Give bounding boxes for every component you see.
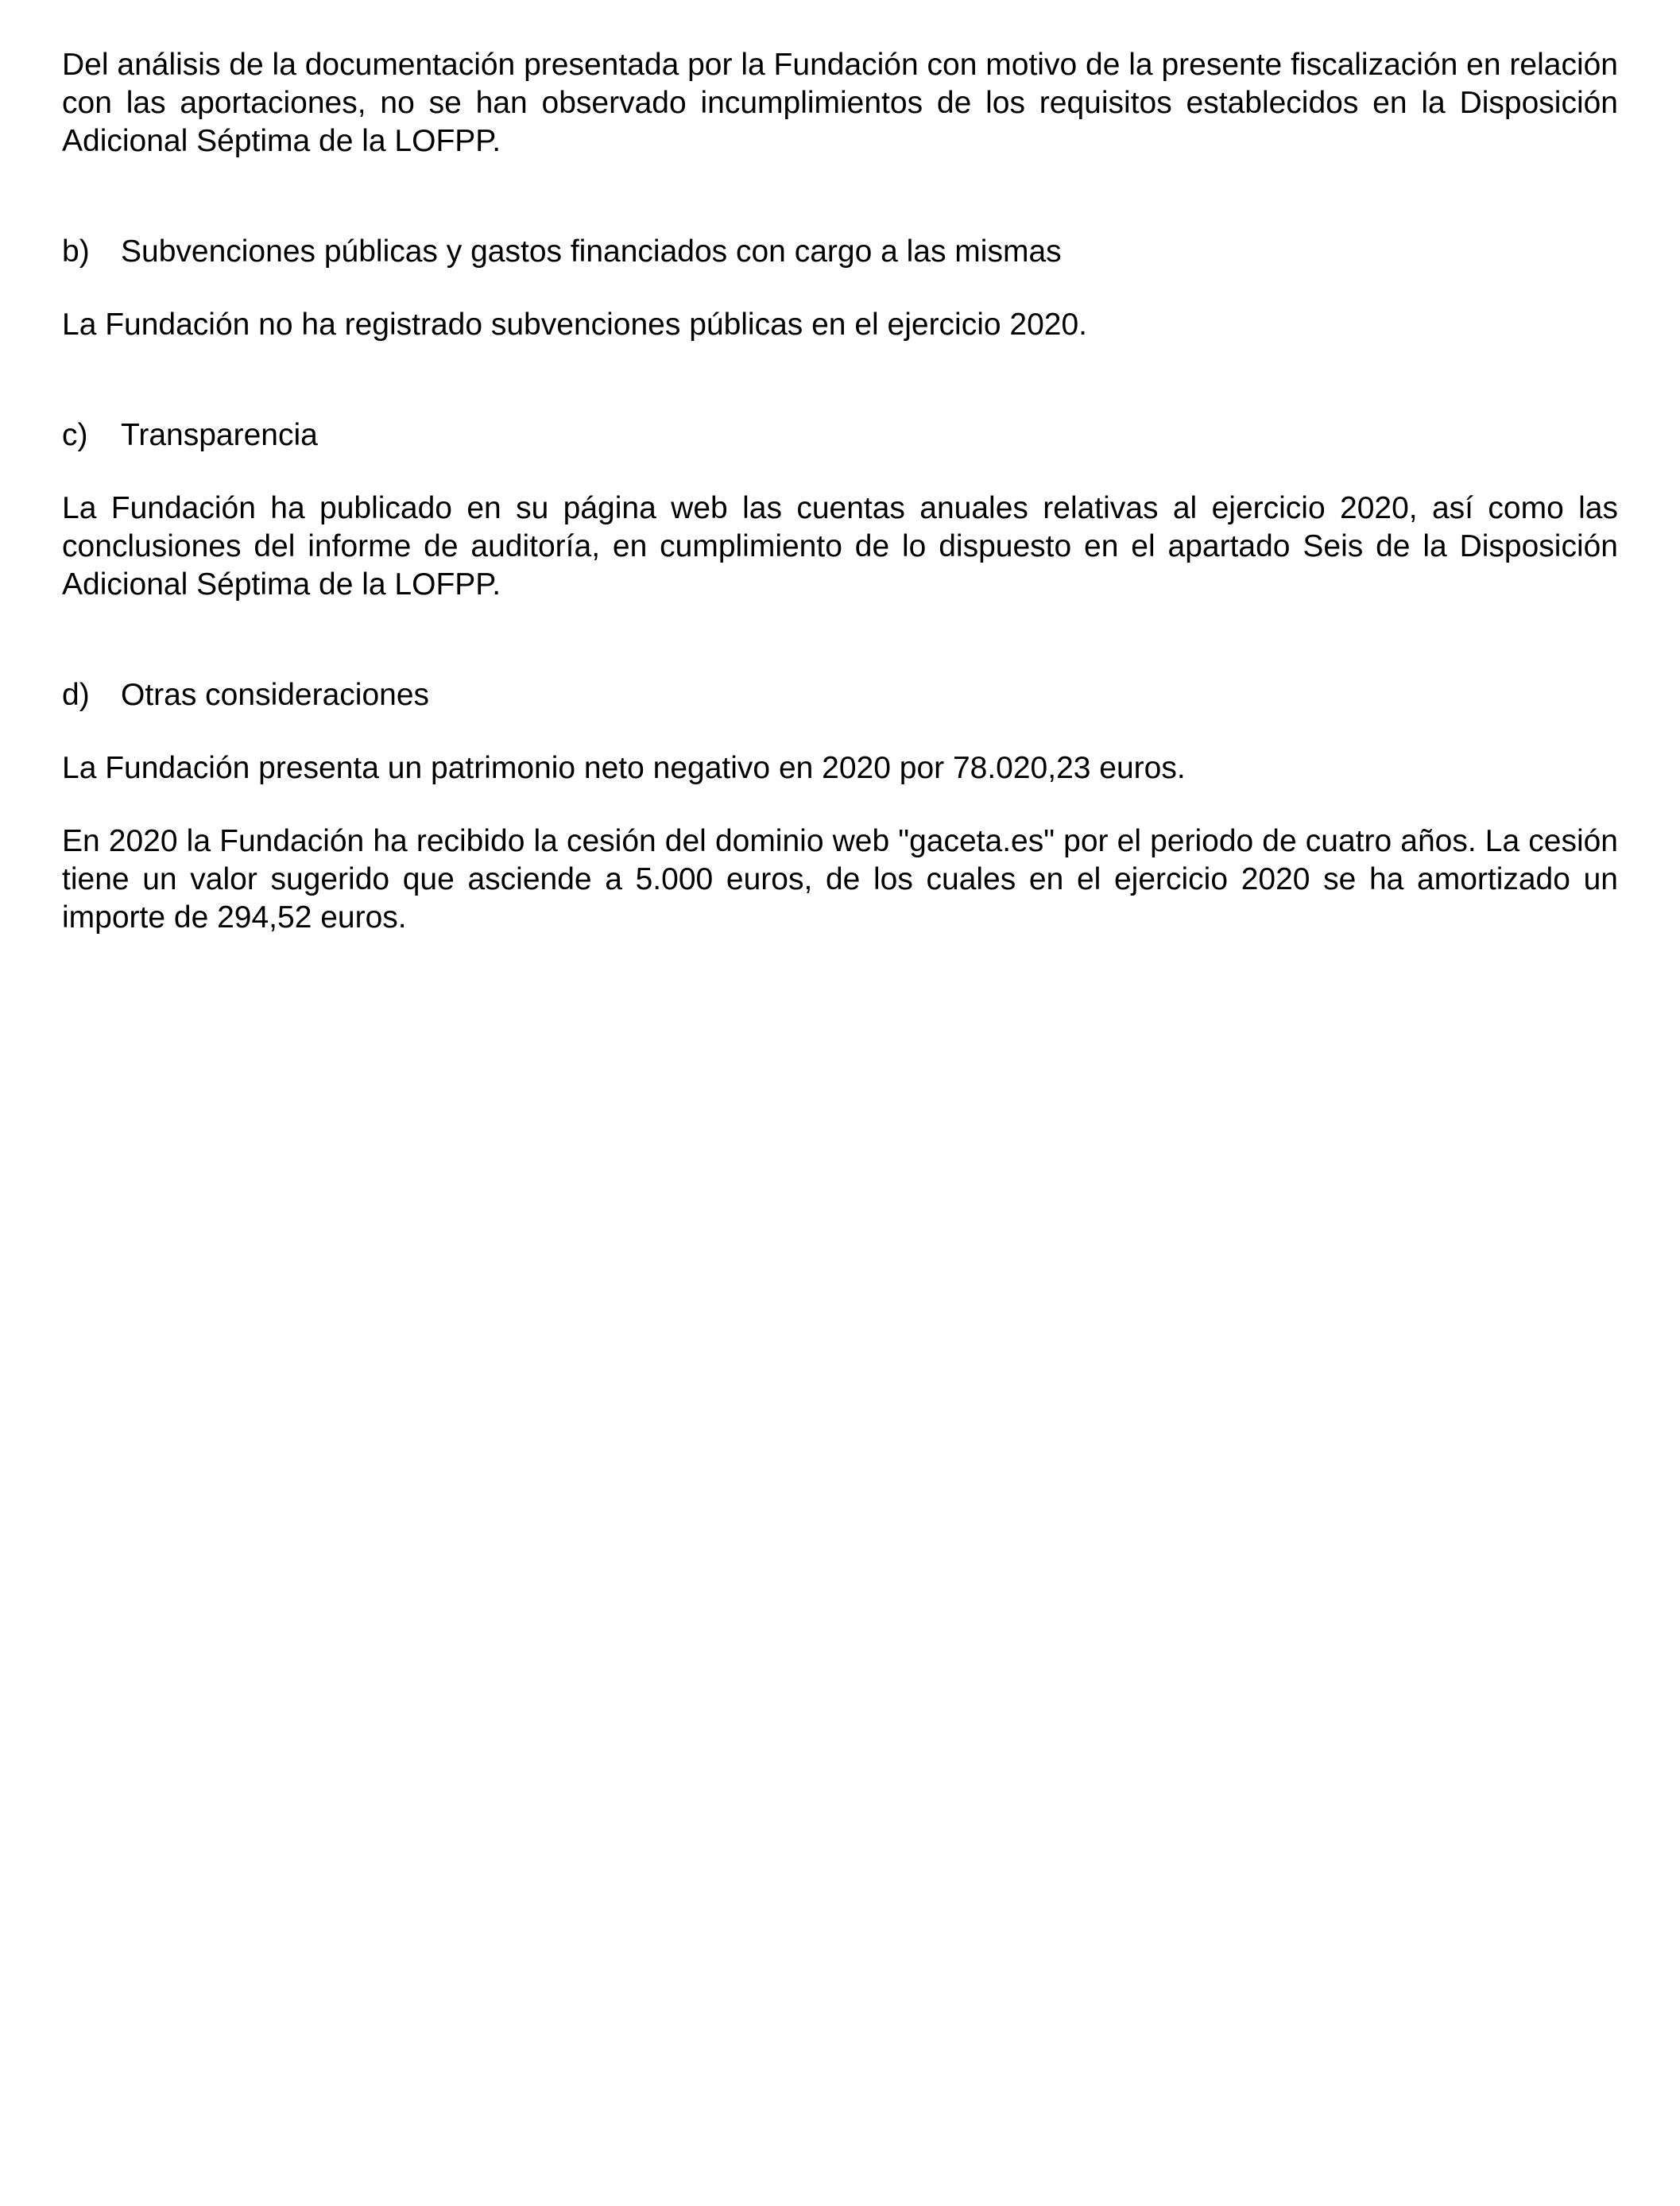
section-c-paragraph: La Fundación ha publicado en su página web las cuentas anuales relativas al ejercicio 2020, así como las conclusiones del informe de auditoría, en cumplimiento de lo dispuesto en el apartado Seis de la Disposición Adicional Séptima de la LOFPP. [62, 491, 1618, 602]
section-d-paragraph-2: En 2020 la Fundación ha recibido la cesión del dominio web "gaceta.es" por el periodo de cuatro años. La cesión tiene un valor sugerido que asciende a 5.000 euros, de los cuales en el ejercicio 2020 se ha amortizado un importe de 294,52 euros. [62, 824, 1618, 935]
section-b-paragraph: La Fundación no ha registrado subvenciones públicas en el ejercicio 2020. [62, 308, 1088, 342]
section-d-paragraph-1: La Fundación presenta un patrimonio neto negativo en 2020 por 78.020,23 euros. [62, 751, 1186, 785]
intro-paragraph: Del análisis de la documentación presentada por la Fundación con motivo de la presente fiscalización en relación con las aportaciones, no se han observado incumplimientos de los requisitos establecidos en la Disposición Adicional Séptima de la LOFPP. [62, 48, 1618, 158]
section-b-heading [62, 233, 1618, 271]
document-page [62, 46, 1618, 937]
section-b-title: Subvenciones públicas y gastos financiados con cargo a las mismas [121, 234, 1062, 269]
section-d-title: Otras consideraciones [121, 678, 430, 712]
section-b-marker: b) [62, 234, 90, 269]
section-d-heading [62, 676, 1618, 714]
section-c-title: Transparencia [121, 418, 318, 452]
section-c-heading [62, 416, 1618, 455]
section-d-marker: d) [62, 678, 90, 712]
section-c-marker: c) [62, 418, 88, 452]
